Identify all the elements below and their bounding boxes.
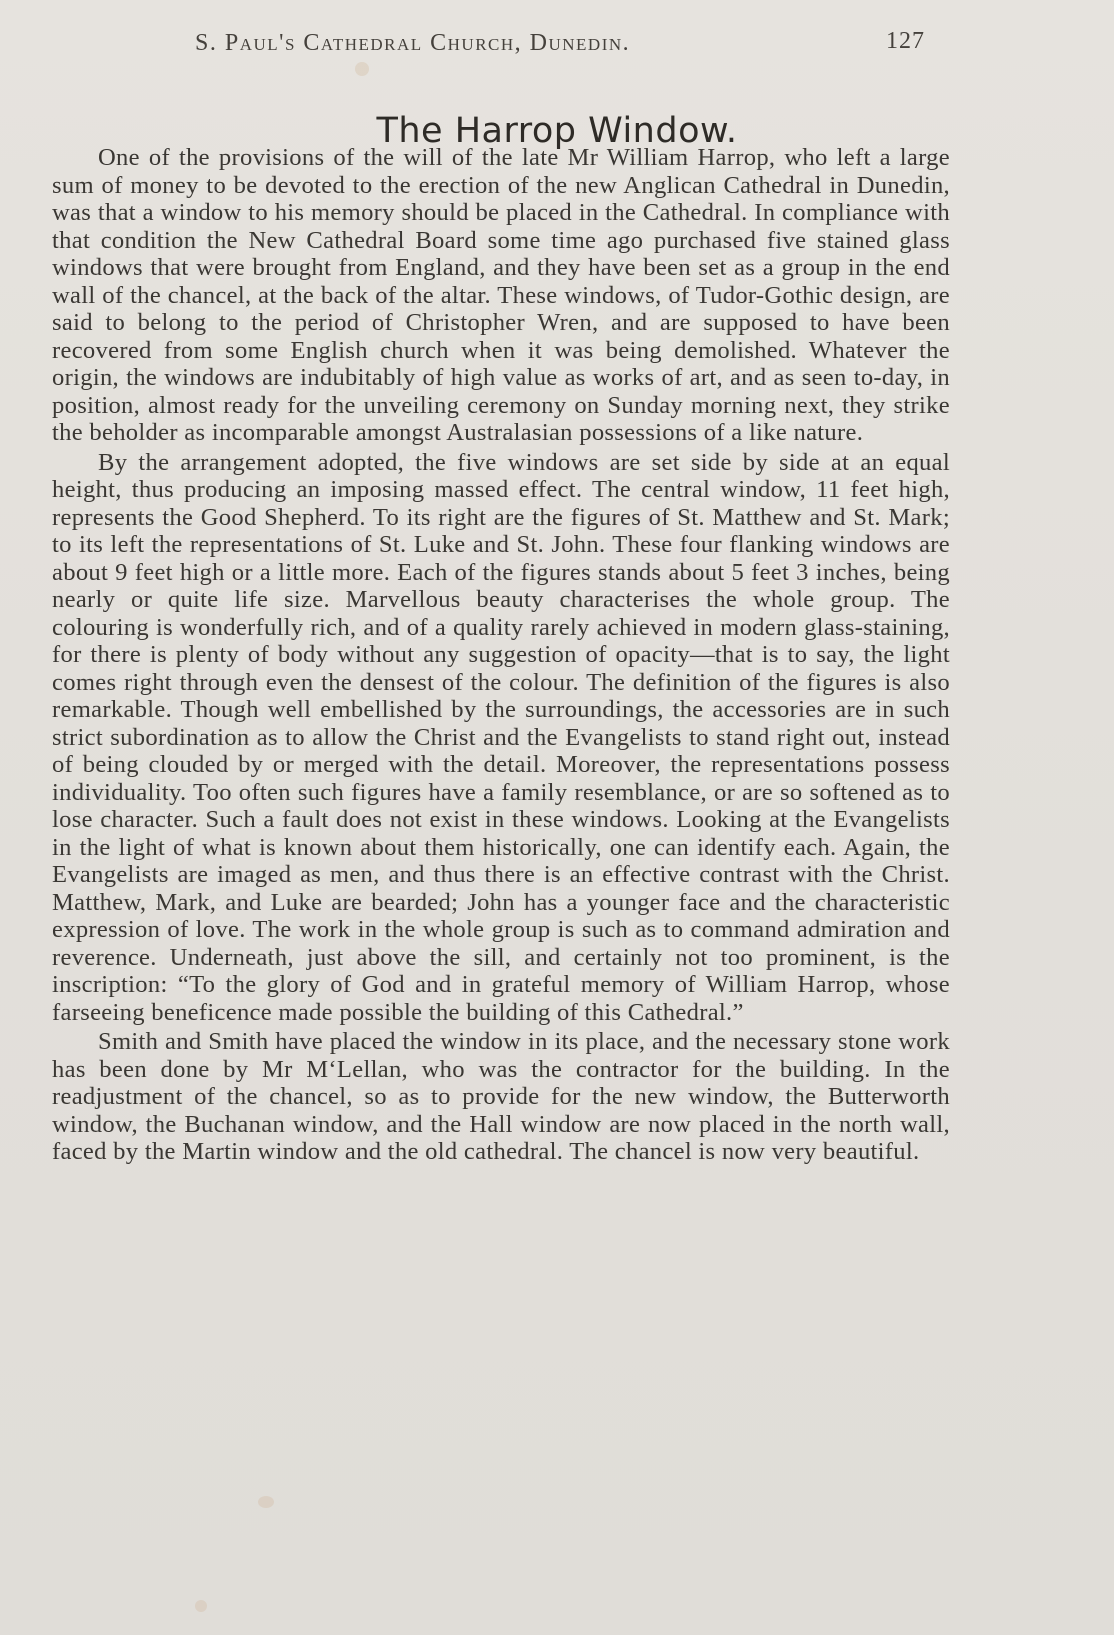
running-header: S. Paul's Cathedral Church, Dunedin. — [195, 30, 631, 56]
article-body — [52, 144, 950, 1168]
paper-stain — [355, 62, 369, 76]
paragraph: One of the provisions of the will of the late Mr William Harrop, who left a large sum of money to be devoted to the erection of the new Anglican Cathedral in Dunedin, was that a window to his memory should be placed in the Cathedral. In compliance with that condition the New Cathedral Board some time ago purchased five stained glass windows that were brought from England, and they have been set as a group in the end wall of the chancel, at the back of the altar. These windows, of Tudor-Gothic design, are said to belong to the period of Christopher Wren, and are supposed to have been recovered from some English church when it was being demolished. Whatever the origin, the windows are indubitably of high value as works of art, and as seen to-day, in position, almost ready for the unveiling ceremony on Sunday morning next, they strike the beholder as incomparable amongst Australasian possessions of a like nature. — [52, 144, 950, 446]
paragraph: Smith and Smith have placed the window in its place, and the necessary stone work has been done by Mr M‘Lellan, who was the contractor for the building. In the readjustment of the chancel, so as to provide for the new window, the Butterworth window, the Buchanan window, and the Hall window are now placed in the north wall, faced by the Martin window and the old cathedral. The chancel is now very beautiful. — [52, 1028, 950, 1165]
paper-stain — [195, 1600, 207, 1612]
article-title: The Harrop Window. — [376, 111, 738, 152]
page-number: 127 — [886, 28, 925, 54]
paper-stain — [258, 1496, 274, 1508]
paragraph: By the arrangement adopted, the five windows are set side by side at an equal height, thus producing an imposing massed effect. The central window, 11 feet high, represents the Good Shepherd. To its right are the figures of St. Matthew and St. Mark; to its left the representations of St. Luke and St. John. These four flanking windows are about 9 feet high or a little more. Each of the figures stands about 5 feet 3 inches, being nearly or quite life size. Marvellous beauty characterises the whole group. The colouring is wonderfully rich, and of a quality rarely achieved in modern glass-staining, for there is plenty of body without any suggestion of opacity—that is to say, the light comes right through even the densest of the colour. The definition of the figures is also remarkable. Though well embellished by the surroundings, the accessories are in such strict subordination as to allow the Christ and the Evangelists to stand right out, instead of being clouded by or merged with the detail. Moreover, the representations possess individuality. Too often such figures have a family resemblance, or are so softened as to lose character. Such a fault does not exist in these windows. Looking at the Evangelists in the light of what is known about them historically, one can identify each. Again, the Evangelists are imaged as men, and thus there is an effective contrast with the Christ. Matthew, Mark, and Luke are bearded; John has a younger face and the characteristic expression of love. The work in the whole group is such as to command admiration and reverence. Underneath, just above the sill, and certainly not too prominent, is the inscription: “To the glory of God and in grateful memory of William Harrop, whose farseeing beneficence made possible the building of this Cathedral.” — [52, 448, 950, 1026]
